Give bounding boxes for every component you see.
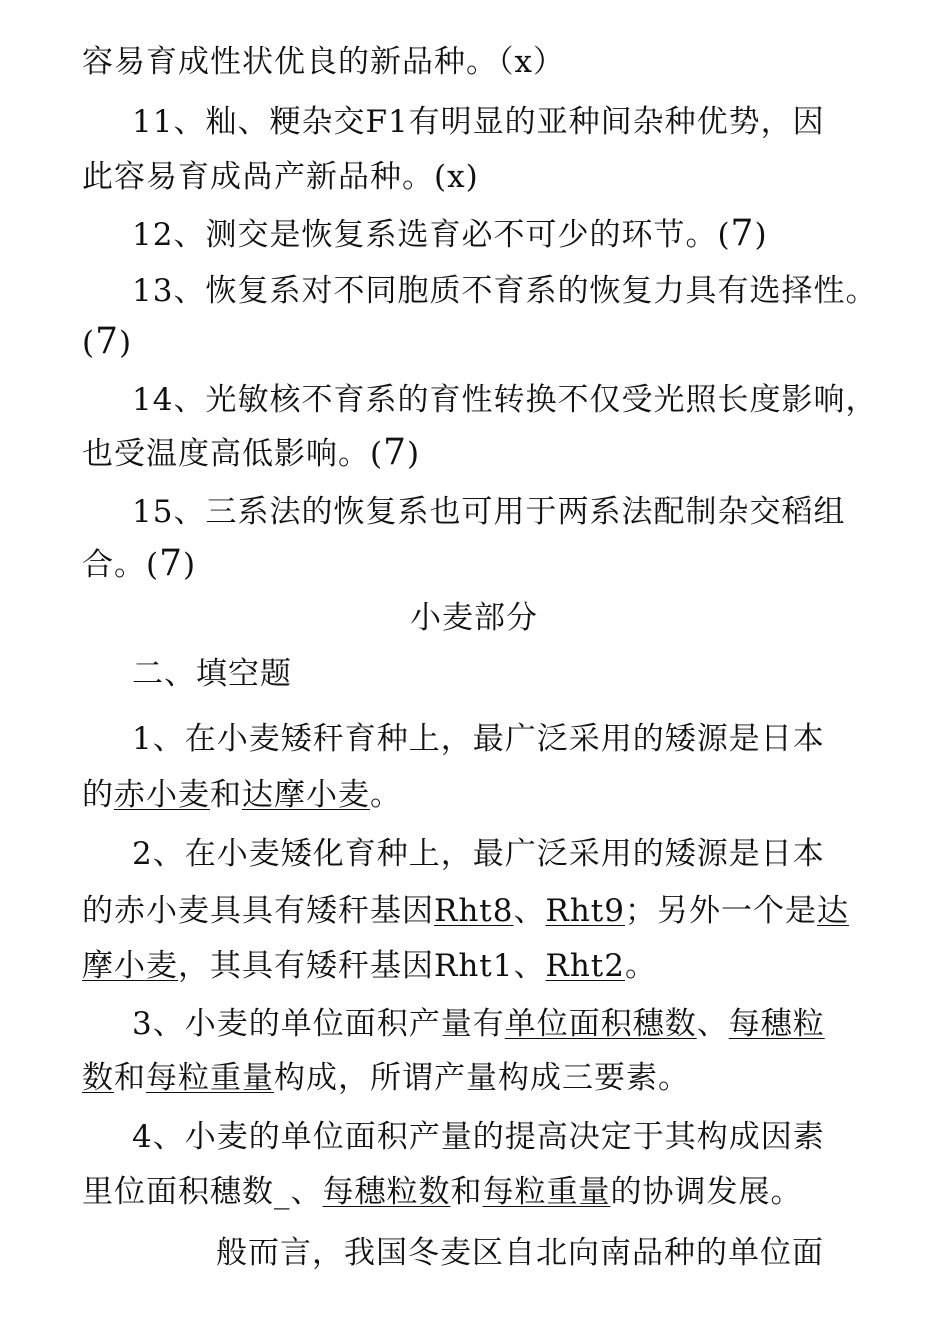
answer-text: Rht2 <box>545 948 625 984</box>
answer-text: 单位面积穗数 <box>504 1006 697 1042</box>
check-mark: 7 <box>383 432 407 473</box>
text-line <box>82 433 420 474</box>
text-segment: 的协调发展。 <box>610 1174 803 1210</box>
text-segment: 里位面积穗数_、 <box>82 1174 323 1210</box>
answer-text: 摩小麦 <box>82 948 178 984</box>
text-segment: ) <box>407 436 421 472</box>
text-line: 4、小麦的单位面积产量的提高决定于其构成因素 <box>132 1119 825 1155</box>
answer-text: 达摩小麦 <box>242 777 370 813</box>
text-line <box>82 946 657 986</box>
answer-text: 每穗粒 <box>728 1006 825 1042</box>
text-line: 此容易育成咼产新品种。(x) <box>82 159 479 195</box>
text-line: 15、三系法的恢复系也可用于两系法配制杂交稻组 <box>132 494 846 530</box>
text-segment: 、 <box>513 893 546 929</box>
text-segment: 和 <box>114 1060 146 1096</box>
check-mark: 7 <box>159 543 184 584</box>
text-segment: 的 <box>82 777 114 813</box>
text-line: 13、恢复系对不同胞质不育系的恢复力具有选择性。 <box>132 273 878 309</box>
text-line: 11、籼、粳杂交F1有明显的亚种间杂种优势，因 <box>132 104 825 140</box>
text-line: 2、在小麦矮化育种上，最广泛采用的矮源是日本 <box>132 836 825 872</box>
text-segment: ( <box>82 325 96 361</box>
answer-text: 赤小麦 <box>114 777 210 813</box>
text-segment: 构成，所谓产量构成三要素。 <box>274 1060 690 1096</box>
answer-text: 数 <box>82 1060 114 1096</box>
check-mark: 7 <box>95 321 120 362</box>
text-line <box>132 214 768 255</box>
text-line: 般而言，我国冬麦区自北向南品种的单位面 <box>216 1235 824 1271</box>
text-segment: 和 <box>210 777 242 813</box>
text-segment: 。 <box>370 777 402 813</box>
text-segment: ) <box>754 217 768 253</box>
text-line: 1、在小麦矮秆育种上，最广泛采用的矮源是日本 <box>132 721 825 757</box>
text-segment: 。 <box>625 948 657 984</box>
text-segment: 3、小麦的单位面积产量有 <box>132 1006 505 1042</box>
answer-text: 达 <box>817 893 849 929</box>
text-segment: 的赤小麦具具有矮秆基因 <box>82 893 434 929</box>
text-line <box>82 544 196 585</box>
answer-text: Rht9 <box>545 893 625 929</box>
section-heading: 二、填空题 <box>132 656 292 692</box>
text-segment: 合。( <box>82 547 160 583</box>
answer-text: 每粒重量 <box>146 1060 274 1096</box>
section-title: 小麦部分 <box>410 600 538 636</box>
text-segment: ；另外一个是 <box>625 893 817 929</box>
text-line <box>82 1058 690 1098</box>
answer-text: Rht8 <box>434 893 514 929</box>
text-segment: ) <box>119 325 133 361</box>
text-segment: ) <box>183 547 197 583</box>
check-mark: 7 <box>730 213 755 254</box>
text-line: 14、光敏核不育系的育性转换不仅受光照长度影响， <box>132 382 878 418</box>
text-segment: 和 <box>450 1174 483 1210</box>
text-segment: 12、测交是恢复系选育必不可少的环节。( <box>132 217 731 253</box>
text-line <box>82 1172 803 1212</box>
text-line <box>82 775 402 815</box>
text-line <box>132 1004 825 1044</box>
text-line: 容易育成性状优良的新品种。（x） <box>82 44 565 80</box>
text-segment: 也受温度高低影响。( <box>82 436 384 472</box>
text-line <box>82 322 132 363</box>
answer-text: 每穗粒数 <box>322 1174 451 1210</box>
answer-text: 每粒重量 <box>482 1174 611 1210</box>
text-segment: 、 <box>696 1006 729 1042</box>
text-line <box>82 891 849 931</box>
text-segment: ，其具有矮秆基因Rht1、 <box>178 948 546 984</box>
